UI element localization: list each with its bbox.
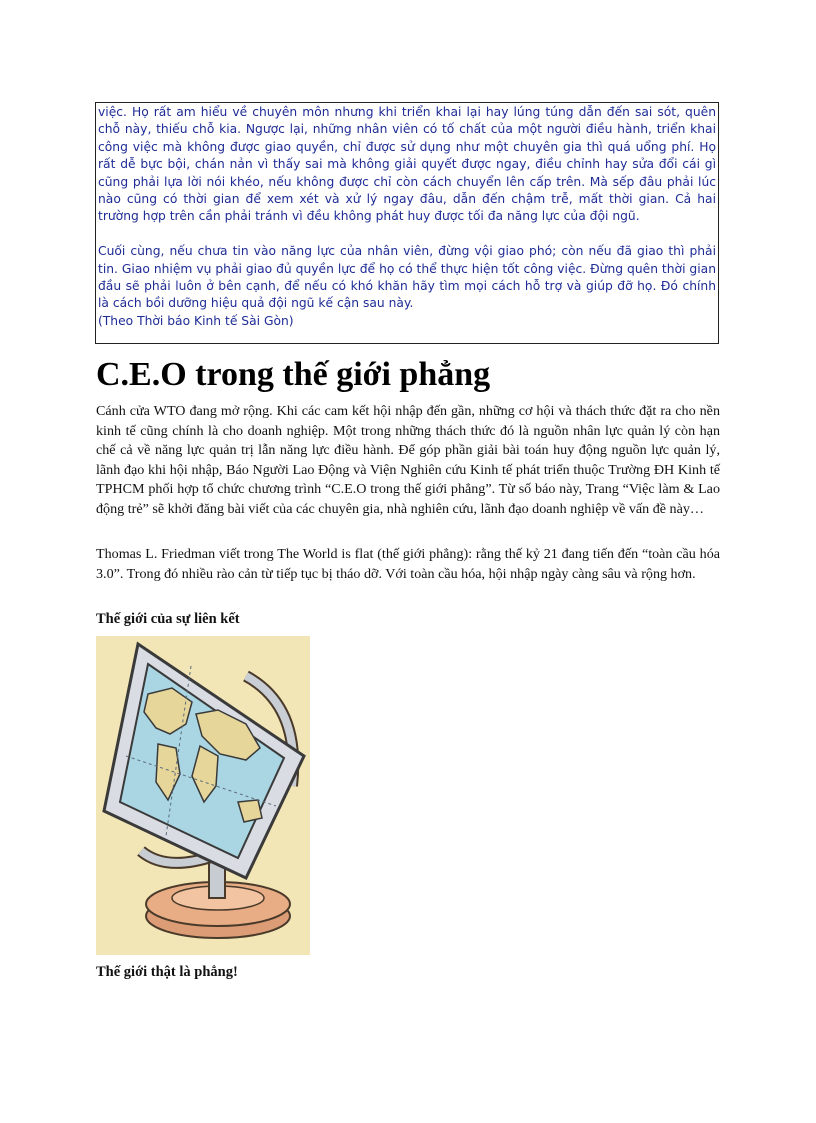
box-paragraph-2: Cuối cùng, nếu chưa tin vào năng lực của nhân viên, đừng vội giao phó; còn nếu đã giao thì phải tin. Giao nhiệm vụ phải giao đủ quyền lực để họ có thể thực hiện tốt công việc. Đừng quên thời gian đầu sẽ phải luôn ở bên cạnh, để nếu có khó khăn hãy tìm mọi cách hỗ trợ và giúp đỡ họ. Đó chính là cách bồi dưỡng hiệu quả đội ngũ kế cận sau này. bbox=[98, 244, 716, 311]
section-heading: Thế giới của sự liên kết bbox=[96, 611, 240, 627]
flat-world-illustration bbox=[96, 636, 310, 955]
box-paragraph-1: việc. Họ rất am hiểu về chuyên môn nhưng khi triển khai lại hay lúng túng dẫn đến sai sót, quên chỗ này, thiếu chỗ kia. Ngược lại, những nhân viên có tố chất của một người điều hành, triển khai công việc mà không được giao quyền, chỉ được sử dụng như một chuyên gia thì quá uổng phí. Họ rất dễ bực bội, chán nản vì thấy sai mà không giải quyết được ngay, điều chỉnh hay sửa đổi cái gì cũng phải lựa lời nói khéo, nếu không được chỉ còn cách chuyển lên cấp trên. Mà sếp đâu phải lúc nào cũng có thời gian để xem xét và xử lý ngay đâu, dẫn đến chậm trễ, mất thời gian. Cả hai trường hợp trên cần phải tránh vì đều không phát huy được tối đa năng lực của đội ngũ. bbox=[98, 105, 716, 224]
friedman-paragraph: Thomas L. Friedman viết trong The World is flat (thế giới phẳng): rằng thế kỷ 21 đang tiến đến “toàn cầu hóa 3.0”. Trong đó nhiều rào cản từ tiếp tục bị tháo dỡ. Với toàn cầu hóa, hội nhập ngày càng sâu và rộng hơn. bbox=[96, 546, 720, 582]
paragraph-gap bbox=[98, 226, 716, 243]
article-title: C.E.O trong thế giới phẳng bbox=[96, 356, 491, 393]
flat-world-globe-icon bbox=[96, 636, 310, 955]
box-source: (Theo Thời báo Kinh tế Sài Gòn) bbox=[98, 313, 294, 328]
intro-paragraph: Cánh cửa WTO đang mở rộng. Khi các cam kết hội nhập đến gần, những cơ hội và thách thức đặt ra cho nền kinh tế cũng chính là cho doanh nghiệp. Một trong những thách thức đó là nguồn nhân lực quản lý còn hạn chế cả về năng lực quản trị lẫn năng lực điều hành. Để góp phần giải bài toán huy động nguồn lực quản lý, lãnh đạo khi hội nhập, Báo Người Lao Động và Viện Nghiên cứu Kinh tế phát triển thuộc Trường ĐH Kinh tế TPHCM phối hợp tổ chức chương trình “C.E.O trong thế giới phẳng”. Từ số báo này, Trang “Việc làm & Lao động trẻ” sẽ khởi đăng bài viết của các chuyên gia, nhà nghiên cứu, lãnh đạo doanh nghiệp về vấn đề này… bbox=[96, 403, 720, 517]
image-caption: Thế giới thật là phẳng! bbox=[96, 964, 238, 980]
continued-article-box bbox=[95, 102, 719, 344]
